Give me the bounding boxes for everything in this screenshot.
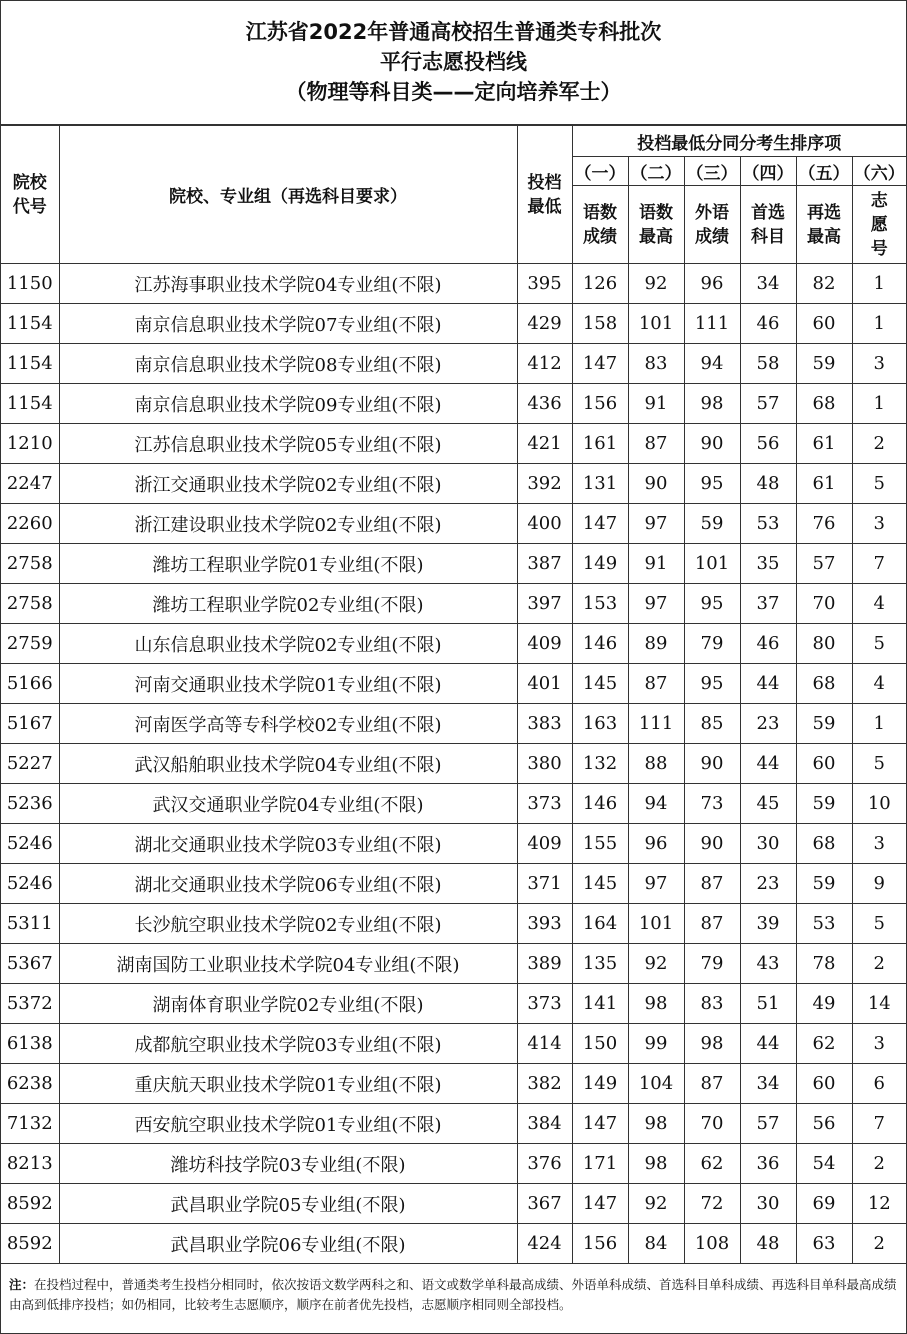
cell-school: 武昌职业学院05专业组(不限) — [59, 1184, 517, 1224]
cell-yushu-max: 91 — [628, 544, 684, 584]
cell-min-score: 395 — [517, 264, 572, 304]
cell-min-score: 371 — [517, 864, 572, 904]
cell-second-max: 49 — [796, 984, 852, 1024]
cell-yushu-max: 97 — [628, 504, 684, 544]
cell-foreign-score: 111 — [684, 304, 740, 344]
cell-second-max: 68 — [796, 824, 852, 864]
header-order-3: （三） — [684, 157, 740, 186]
header-item-3: 外语成绩 — [684, 186, 740, 264]
cell-yushu-max: 99 — [628, 1024, 684, 1064]
cell-first-subject: 23 — [740, 864, 796, 904]
header-min-score: 投档最低 — [517, 126, 572, 264]
cell-min-score: 421 — [517, 424, 572, 464]
cell-first-subject: 30 — [740, 824, 796, 864]
cell-code: 1154 — [1, 384, 59, 424]
cell-yushu-max: 91 — [628, 384, 684, 424]
cell-yushu-max: 101 — [628, 304, 684, 344]
cell-yushu-score: 164 — [572, 904, 628, 944]
cell-second-max: 80 — [796, 624, 852, 664]
cell-choice-number: 2 — [852, 944, 906, 984]
cell-second-max: 68 — [796, 664, 852, 704]
cell-yushu-max: 84 — [628, 1224, 684, 1264]
cell-first-subject: 34 — [740, 264, 796, 304]
cell-first-subject: 44 — [740, 1024, 796, 1064]
cell-choice-number: 14 — [852, 984, 906, 1024]
cell-yushu-max: 104 — [628, 1064, 684, 1104]
table-row — [1, 624, 906, 664]
cell-min-score: 384 — [517, 1104, 572, 1144]
cell-choice-number: 2 — [852, 1144, 906, 1184]
cell-school: 潍坊科技学院03专业组(不限) — [59, 1144, 517, 1184]
cell-yushu-score: 156 — [572, 384, 628, 424]
cell-school: 江苏信息职业技术学院05专业组(不限) — [59, 424, 517, 464]
header-tiebreak-group: 投档最低分同分考生排序项 — [572, 126, 906, 157]
cell-choice-number: 2 — [852, 424, 906, 464]
footnote-text: 在投档过程中，普通类考生投档分相同时，依次按语文数学两科之和、语文或数学单科最高成绩、外语单科成绩、首选科目单科成绩、再选科目单科最高成绩由高到低排序投档；如仍相同，比较考生志愿顺序，顺序在前者优先投档，志愿顺序相同则全部投档。 — [9, 1277, 897, 1312]
cell-choice-number: 2 — [852, 1224, 906, 1264]
header-code: 院校代号 — [1, 126, 59, 264]
cell-code: 5167 — [1, 704, 59, 744]
cell-code: 7132 — [1, 1104, 59, 1144]
cell-school: 长沙航空职业技术学院02专业组(不限) — [59, 904, 517, 944]
cell-yushu-score: 132 — [572, 744, 628, 784]
cell-yushu-max: 97 — [628, 584, 684, 624]
cell-choice-number: 4 — [852, 664, 906, 704]
cell-second-max: 78 — [796, 944, 852, 984]
cell-second-max: 70 — [796, 584, 852, 624]
table-body — [1, 264, 906, 1264]
admission-score-table — [1, 125, 906, 1264]
cell-yushu-score: 146 — [572, 624, 628, 664]
cell-yushu-score: 131 — [572, 464, 628, 504]
cell-min-score: 387 — [517, 544, 572, 584]
cell-yushu-max: 87 — [628, 664, 684, 704]
header-item-6: 志愿号 — [852, 186, 906, 264]
cell-yushu-max: 92 — [628, 264, 684, 304]
cell-min-score: 382 — [517, 1064, 572, 1104]
cell-code: 2247 — [1, 464, 59, 504]
cell-first-subject: 37 — [740, 584, 796, 624]
table-header — [1, 126, 906, 264]
cell-second-max: 62 — [796, 1024, 852, 1064]
cell-min-score: 367 — [517, 1184, 572, 1224]
cell-choice-number: 7 — [852, 1104, 906, 1144]
cell-first-subject: 48 — [740, 1224, 796, 1264]
cell-school: 武汉船舶职业技术学院04专业组(不限) — [59, 744, 517, 784]
cell-school: 潍坊工程职业学院01专业组(不限) — [59, 544, 517, 584]
cell-code: 5246 — [1, 824, 59, 864]
cell-foreign-score: 101 — [684, 544, 740, 584]
cell-first-subject: 56 — [740, 424, 796, 464]
cell-yushu-max: 98 — [628, 1144, 684, 1184]
table-row — [1, 1224, 906, 1264]
table-row — [1, 1184, 906, 1224]
cell-choice-number: 6 — [852, 1064, 906, 1104]
cell-yushu-score: 145 — [572, 864, 628, 904]
cell-code: 2260 — [1, 504, 59, 544]
cell-choice-number: 5 — [852, 464, 906, 504]
cell-foreign-score: 79 — [684, 944, 740, 984]
cell-code: 1154 — [1, 304, 59, 344]
cell-foreign-score: 98 — [684, 1024, 740, 1064]
cell-second-max: 60 — [796, 744, 852, 784]
cell-yushu-score: 149 — [572, 1064, 628, 1104]
cell-yushu-score: 149 — [572, 544, 628, 584]
table-row — [1, 264, 906, 304]
cell-code: 5311 — [1, 904, 59, 944]
cell-choice-number: 5 — [852, 624, 906, 664]
cell-first-subject: 46 — [740, 624, 796, 664]
table-row — [1, 464, 906, 504]
cell-yushu-score: 147 — [572, 504, 628, 544]
cell-foreign-score: 108 — [684, 1224, 740, 1264]
table-row — [1, 984, 906, 1024]
cell-second-max: 60 — [796, 1064, 852, 1104]
header-order-4: （四） — [740, 157, 796, 186]
cell-first-subject: 23 — [740, 704, 796, 744]
cell-school: 河南医学高等专科学校02专业组(不限) — [59, 704, 517, 744]
cell-foreign-score: 90 — [684, 744, 740, 784]
table-row — [1, 384, 906, 424]
footnote-label: 注： — [9, 1277, 35, 1292]
cell-yushu-max: 98 — [628, 1104, 684, 1144]
cell-foreign-score: 96 — [684, 264, 740, 304]
title-line-3: （物理等科目类——定向培养军士） — [285, 80, 622, 104]
table-row — [1, 584, 906, 624]
cell-choice-number: 3 — [852, 1024, 906, 1064]
header-school: 院校、专业组（再选科目要求） — [59, 126, 517, 264]
cell-foreign-score: 90 — [684, 824, 740, 864]
table-row — [1, 424, 906, 464]
cell-code: 1150 — [1, 264, 59, 304]
cell-code: 8592 — [1, 1224, 59, 1264]
cell-school: 湖南体育职业学院02专业组(不限) — [59, 984, 517, 1024]
table-row — [1, 344, 906, 384]
cell-min-score: 436 — [517, 384, 572, 424]
cell-school: 江苏海事职业技术学院04专业组(不限) — [59, 264, 517, 304]
cell-min-score: 400 — [517, 504, 572, 544]
cell-min-score: 414 — [517, 1024, 572, 1064]
cell-code: 5367 — [1, 944, 59, 984]
cell-min-score: 389 — [517, 944, 572, 984]
cell-foreign-score: 59 — [684, 504, 740, 544]
cell-choice-number: 10 — [852, 784, 906, 824]
cell-second-max: 61 — [796, 424, 852, 464]
table-row — [1, 784, 906, 824]
cell-first-subject: 35 — [740, 544, 796, 584]
cell-first-subject: 57 — [740, 384, 796, 424]
cell-yushu-max: 98 — [628, 984, 684, 1024]
table-row — [1, 304, 906, 344]
cell-code: 8592 — [1, 1184, 59, 1224]
cell-yushu-max: 89 — [628, 624, 684, 664]
cell-first-subject: 51 — [740, 984, 796, 1024]
cell-yushu-max: 92 — [628, 944, 684, 984]
header-item-2: 语数最高 — [628, 186, 684, 264]
cell-first-subject: 44 — [740, 664, 796, 704]
table-row — [1, 544, 906, 584]
table-row — [1, 704, 906, 744]
cell-foreign-score: 87 — [684, 904, 740, 944]
cell-first-subject: 46 — [740, 304, 796, 344]
cell-min-score: 424 — [517, 1224, 572, 1264]
cell-choice-number: 3 — [852, 504, 906, 544]
cell-min-score: 380 — [517, 744, 572, 784]
cell-second-max: 53 — [796, 904, 852, 944]
table-row — [1, 824, 906, 864]
table-row — [1, 944, 906, 984]
cell-first-subject: 44 — [740, 744, 796, 784]
cell-first-subject: 30 — [740, 1184, 796, 1224]
cell-code: 5246 — [1, 864, 59, 904]
cell-school: 湖北交通职业技术学院03专业组(不限) — [59, 824, 517, 864]
cell-first-subject: 36 — [740, 1144, 796, 1184]
cell-foreign-score: 87 — [684, 864, 740, 904]
cell-choice-number: 9 — [852, 864, 906, 904]
cell-first-subject: 57 — [740, 1104, 796, 1144]
cell-choice-number: 5 — [852, 904, 906, 944]
cell-code: 2759 — [1, 624, 59, 664]
cell-yushu-max: 87 — [628, 424, 684, 464]
cell-code: 5227 — [1, 744, 59, 784]
header-item-5: 再选最高 — [796, 186, 852, 264]
cell-school: 重庆航天职业技术学院01专业组(不限) — [59, 1064, 517, 1104]
cell-yushu-max: 94 — [628, 784, 684, 824]
cell-yushu-score: 147 — [572, 1184, 628, 1224]
cell-yushu-score: 147 — [572, 344, 628, 384]
header-order-6: （六） — [852, 157, 906, 186]
cell-yushu-score: 158 — [572, 304, 628, 344]
cell-second-max: 59 — [796, 864, 852, 904]
cell-second-max: 59 — [796, 704, 852, 744]
cell-min-score: 392 — [517, 464, 572, 504]
cell-second-max: 63 — [796, 1224, 852, 1264]
cell-second-max: 59 — [796, 344, 852, 384]
table-row — [1, 904, 906, 944]
cell-second-max: 60 — [796, 304, 852, 344]
cell-first-subject: 39 — [740, 904, 796, 944]
cell-yushu-score: 135 — [572, 944, 628, 984]
cell-code: 5236 — [1, 784, 59, 824]
cell-foreign-score: 95 — [684, 584, 740, 624]
cell-code: 1154 — [1, 344, 59, 384]
cell-code: 1210 — [1, 424, 59, 464]
cell-school: 河南交通职业技术学院01专业组(不限) — [59, 664, 517, 704]
cell-yushu-score: 155 — [572, 824, 628, 864]
cell-min-score: 429 — [517, 304, 572, 344]
cell-school: 成都航空职业技术学院03专业组(不限) — [59, 1024, 517, 1064]
header-item-1: 语数成绩 — [572, 186, 628, 264]
cell-school: 山东信息职业技术学院02专业组(不限) — [59, 624, 517, 664]
cell-foreign-score: 85 — [684, 704, 740, 744]
cell-school: 浙江交通职业技术学院02专业组(不限) — [59, 464, 517, 504]
cell-school: 南京信息职业技术学院09专业组(不限) — [59, 384, 517, 424]
cell-first-subject: 43 — [740, 944, 796, 984]
cell-code: 5166 — [1, 664, 59, 704]
cell-min-score: 409 — [517, 624, 572, 664]
cell-foreign-score: 62 — [684, 1144, 740, 1184]
cell-choice-number: 1 — [852, 264, 906, 304]
header-order-5: （五） — [796, 157, 852, 186]
cell-code: 5372 — [1, 984, 59, 1024]
cell-choice-number: 12 — [852, 1184, 906, 1224]
header-order-2: （二） — [628, 157, 684, 186]
cell-yushu-max: 88 — [628, 744, 684, 784]
cell-first-subject: 34 — [740, 1064, 796, 1104]
cell-min-score: 383 — [517, 704, 572, 744]
cell-foreign-score: 98 — [684, 384, 740, 424]
cell-foreign-score: 87 — [684, 1064, 740, 1104]
cell-min-score: 409 — [517, 824, 572, 864]
cell-foreign-score: 73 — [684, 784, 740, 824]
cell-choice-number: 5 — [852, 744, 906, 784]
header-item-4: 首选科目 — [740, 186, 796, 264]
cell-yushu-score: 141 — [572, 984, 628, 1024]
cell-yushu-score: 150 — [572, 1024, 628, 1064]
cell-foreign-score: 94 — [684, 344, 740, 384]
cell-second-max: 57 — [796, 544, 852, 584]
cell-second-max: 69 — [796, 1184, 852, 1224]
cell-second-max: 56 — [796, 1104, 852, 1144]
cell-second-max: 82 — [796, 264, 852, 304]
cell-foreign-score: 83 — [684, 984, 740, 1024]
cell-choice-number: 1 — [852, 384, 906, 424]
cell-school: 潍坊工程职业学院02专业组(不限) — [59, 584, 517, 624]
cell-code: 6238 — [1, 1064, 59, 1104]
cell-first-subject: 53 — [740, 504, 796, 544]
cell-min-score: 401 — [517, 664, 572, 704]
cell-code: 2758 — [1, 584, 59, 624]
cell-min-score: 373 — [517, 784, 572, 824]
table-row — [1, 864, 906, 904]
table-row — [1, 744, 906, 784]
cell-code: 8213 — [1, 1144, 59, 1184]
cell-school: 武汉交通职业学院04专业组(不限) — [59, 784, 517, 824]
cell-foreign-score: 72 — [684, 1184, 740, 1224]
cell-code: 6138 — [1, 1024, 59, 1064]
header-order-1: （一） — [572, 157, 628, 186]
cell-second-max: 59 — [796, 784, 852, 824]
title-line-2: 平行志愿投档线 — [380, 50, 527, 74]
cell-second-max: 54 — [796, 1144, 852, 1184]
title-line-1: 江苏省2022年普通高校招生普通类专科批次 — [245, 20, 662, 44]
cell-yushu-score: 126 — [572, 264, 628, 304]
cell-min-score: 373 — [517, 984, 572, 1024]
cell-choice-number: 1 — [852, 704, 906, 744]
cell-first-subject: 58 — [740, 344, 796, 384]
cell-yushu-max: 92 — [628, 1184, 684, 1224]
footnote — [1, 1265, 906, 1333]
cell-yushu-score: 161 — [572, 424, 628, 464]
cell-yushu-score: 146 — [572, 784, 628, 824]
cell-min-score: 412 — [517, 344, 572, 384]
cell-school: 湖南国防工业职业技术学院04专业组(不限) — [59, 944, 517, 984]
cell-school: 湖北交通职业技术学院06专业组(不限) — [59, 864, 517, 904]
cell-yushu-max: 111 — [628, 704, 684, 744]
cell-school: 南京信息职业技术学院07专业组(不限) — [59, 304, 517, 344]
cell-yushu-score: 163 — [572, 704, 628, 744]
cell-yushu-score: 156 — [572, 1224, 628, 1264]
cell-foreign-score: 95 — [684, 664, 740, 704]
title-block — [1, 1, 906, 125]
cell-min-score: 393 — [517, 904, 572, 944]
cell-min-score: 376 — [517, 1144, 572, 1184]
cell-yushu-score: 171 — [572, 1144, 628, 1184]
cell-yushu-score: 145 — [572, 664, 628, 704]
cell-choice-number: 3 — [852, 824, 906, 864]
cell-choice-number: 3 — [852, 344, 906, 384]
table-row — [1, 504, 906, 544]
cell-second-max: 61 — [796, 464, 852, 504]
cell-yushu-max: 90 — [628, 464, 684, 504]
cell-school: 南京信息职业技术学院08专业组(不限) — [59, 344, 517, 384]
cell-yushu-max: 96 — [628, 824, 684, 864]
cell-foreign-score: 79 — [684, 624, 740, 664]
cell-second-max: 68 — [796, 384, 852, 424]
table-row — [1, 664, 906, 704]
cell-second-max: 76 — [796, 504, 852, 544]
cell-school: 武昌职业学院06专业组(不限) — [59, 1224, 517, 1264]
cell-school: 浙江建设职业技术学院02专业组(不限) — [59, 504, 517, 544]
cell-yushu-score: 153 — [572, 584, 628, 624]
cell-choice-number: 1 — [852, 304, 906, 344]
cell-code: 2758 — [1, 544, 59, 584]
cell-foreign-score: 95 — [684, 464, 740, 504]
cell-school: 西安航空职业技术学院01专业组(不限) — [59, 1104, 517, 1144]
cell-first-subject: 48 — [740, 464, 796, 504]
cell-foreign-score: 90 — [684, 424, 740, 464]
cell-yushu-max: 83 — [628, 344, 684, 384]
cell-choice-number: 7 — [852, 544, 906, 584]
cell-foreign-score: 70 — [684, 1104, 740, 1144]
cell-min-score: 397 — [517, 584, 572, 624]
table-row — [1, 1104, 906, 1144]
cell-choice-number: 4 — [852, 584, 906, 624]
table-row — [1, 1064, 906, 1104]
table-row — [1, 1024, 906, 1064]
table-row — [1, 1144, 906, 1184]
cell-yushu-max: 101 — [628, 904, 684, 944]
cell-first-subject: 45 — [740, 784, 796, 824]
cell-yushu-max: 97 — [628, 864, 684, 904]
cell-yushu-score: 147 — [572, 1104, 628, 1144]
